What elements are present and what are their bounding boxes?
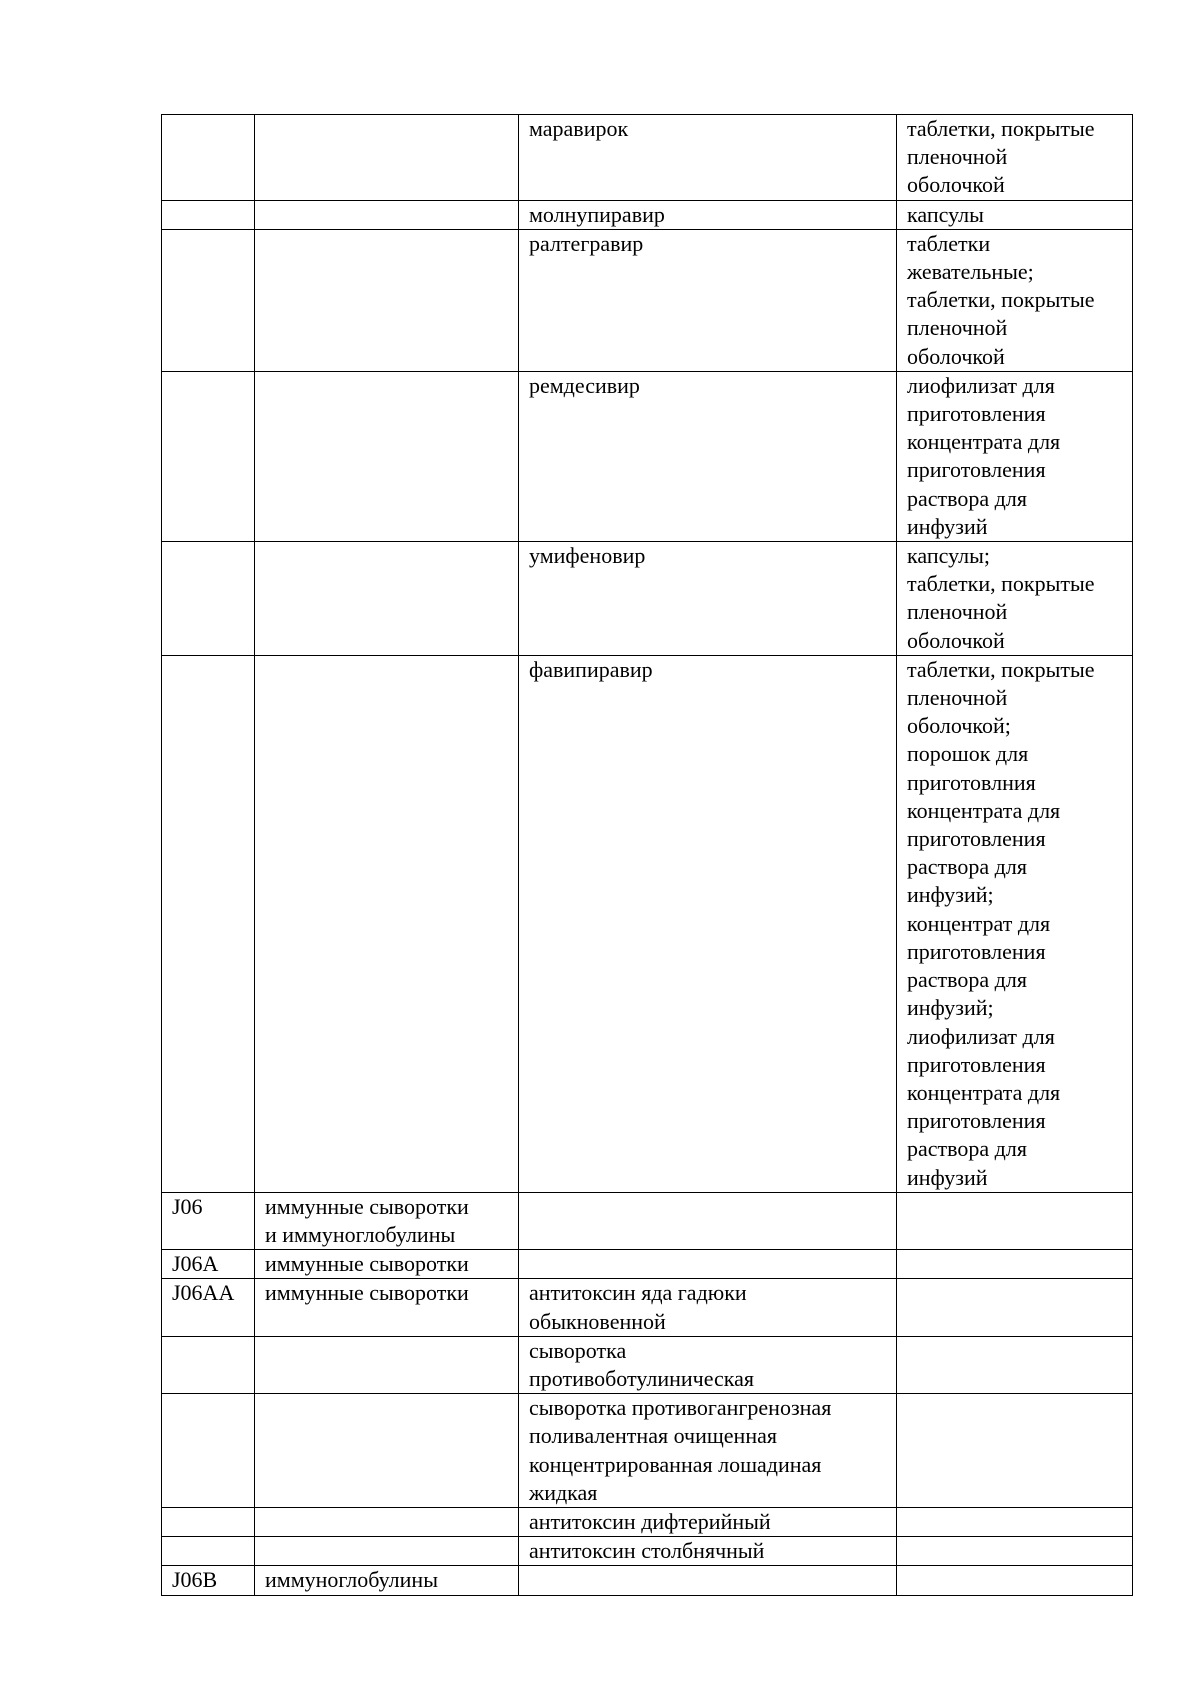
table-row xyxy=(162,1507,1133,1536)
group-name-cell xyxy=(255,229,519,371)
dosage-form-cell xyxy=(897,1394,1133,1508)
drug-name-cell xyxy=(519,1250,897,1279)
dosage-form-cell xyxy=(897,1566,1133,1595)
atc-code-cell xyxy=(162,542,255,656)
group-name-cell xyxy=(255,1336,519,1393)
atc-code-cell xyxy=(162,1394,255,1508)
atc-code-cell xyxy=(162,115,255,201)
drug-name-cell: ралтегравир xyxy=(519,229,897,371)
table-row xyxy=(162,1394,1133,1508)
drug-name-cell: молнупиравир xyxy=(519,200,897,229)
dosage-form-cell xyxy=(897,1507,1133,1536)
table-row xyxy=(162,542,1133,656)
group-name-cell xyxy=(255,1507,519,1536)
group-name-cell xyxy=(255,200,519,229)
drug-name-cell: сыворотка противоботулиническая xyxy=(519,1336,897,1393)
atc-code-cell xyxy=(162,1507,255,1536)
dosage-form-cell: таблетки, покрытые пленочной оболочкой xyxy=(897,115,1133,201)
group-name-cell: иммуноглобулины xyxy=(255,1566,519,1595)
drug-name-cell: антитоксин дифтерийный xyxy=(519,1507,897,1536)
group-name-cell xyxy=(255,655,519,1192)
atc-code-cell: J06A xyxy=(162,1250,255,1279)
drug-name-cell: маравирок xyxy=(519,115,897,201)
drug-name-cell: фавипиравир xyxy=(519,655,897,1192)
drug-list-table xyxy=(161,114,1133,1596)
drug-name-cell xyxy=(519,1192,897,1249)
table-row xyxy=(162,371,1133,541)
dosage-form-cell xyxy=(897,1192,1133,1249)
group-name-cell: иммунные сыворотки xyxy=(255,1250,519,1279)
drug-name-cell: ремдесивир xyxy=(519,371,897,541)
drug-name-cell xyxy=(519,1566,897,1595)
group-name-cell xyxy=(255,115,519,201)
group-name-cell xyxy=(255,1537,519,1566)
dosage-form-cell xyxy=(897,1336,1133,1393)
atc-code-cell: J06B xyxy=(162,1566,255,1595)
table-row xyxy=(162,1537,1133,1566)
atc-code-cell xyxy=(162,655,255,1192)
dosage-form-cell: таблетки, покрытые пленочной оболочкой; порошок для приготовлния концентрата для приготовления раствора для инфузий; концентрат для приготовления раствора для инфузий; лиофилизат для приготовления концентрата для приготовления раствора для инфузий xyxy=(897,655,1133,1192)
table-row xyxy=(162,655,1133,1192)
drug-name-cell: умифеновир xyxy=(519,542,897,656)
atc-code-cell: J06AA xyxy=(162,1279,255,1336)
dosage-form-cell xyxy=(897,1537,1133,1566)
dosage-form-cell: лиофилизат для приготовления концентрата для приготовления раствора для инфузий xyxy=(897,371,1133,541)
group-name-cell xyxy=(255,542,519,656)
drug-name-cell: антитоксин яда гадюки обыкновенной xyxy=(519,1279,897,1336)
atc-code-cell xyxy=(162,229,255,371)
table-row xyxy=(162,200,1133,229)
group-name-cell: иммунные сыворотки и иммуноглобулины xyxy=(255,1192,519,1249)
dosage-form-cell xyxy=(897,1279,1133,1336)
table-row xyxy=(162,229,1133,371)
table-row xyxy=(162,1336,1133,1393)
atc-code-cell: J06 xyxy=(162,1192,255,1249)
dosage-form-cell: капсулы xyxy=(897,200,1133,229)
group-name-cell xyxy=(255,371,519,541)
dosage-form-cell: капсулы; таблетки, покрытые пленочной оболочкой xyxy=(897,542,1133,656)
table-body xyxy=(162,115,1133,1596)
group-name-cell xyxy=(255,1394,519,1508)
table-row xyxy=(162,1566,1133,1595)
atc-code-cell xyxy=(162,1336,255,1393)
table-row xyxy=(162,1250,1133,1279)
drug-name-cell: антитоксин столбнячный xyxy=(519,1537,897,1566)
group-name-cell: иммунные сыворотки xyxy=(255,1279,519,1336)
drug-name-cell: сыворотка противогангренозная поливалентная очищенная концентрированная лошадиная жидкая xyxy=(519,1394,897,1508)
atc-code-cell xyxy=(162,1537,255,1566)
atc-code-cell xyxy=(162,371,255,541)
table-row xyxy=(162,1279,1133,1336)
table-row xyxy=(162,115,1133,201)
atc-code-cell xyxy=(162,200,255,229)
dosage-form-cell: таблетки жевательные; таблетки, покрытые пленочной оболочкой xyxy=(897,229,1133,371)
table-row xyxy=(162,1192,1133,1249)
dosage-form-cell xyxy=(897,1250,1133,1279)
